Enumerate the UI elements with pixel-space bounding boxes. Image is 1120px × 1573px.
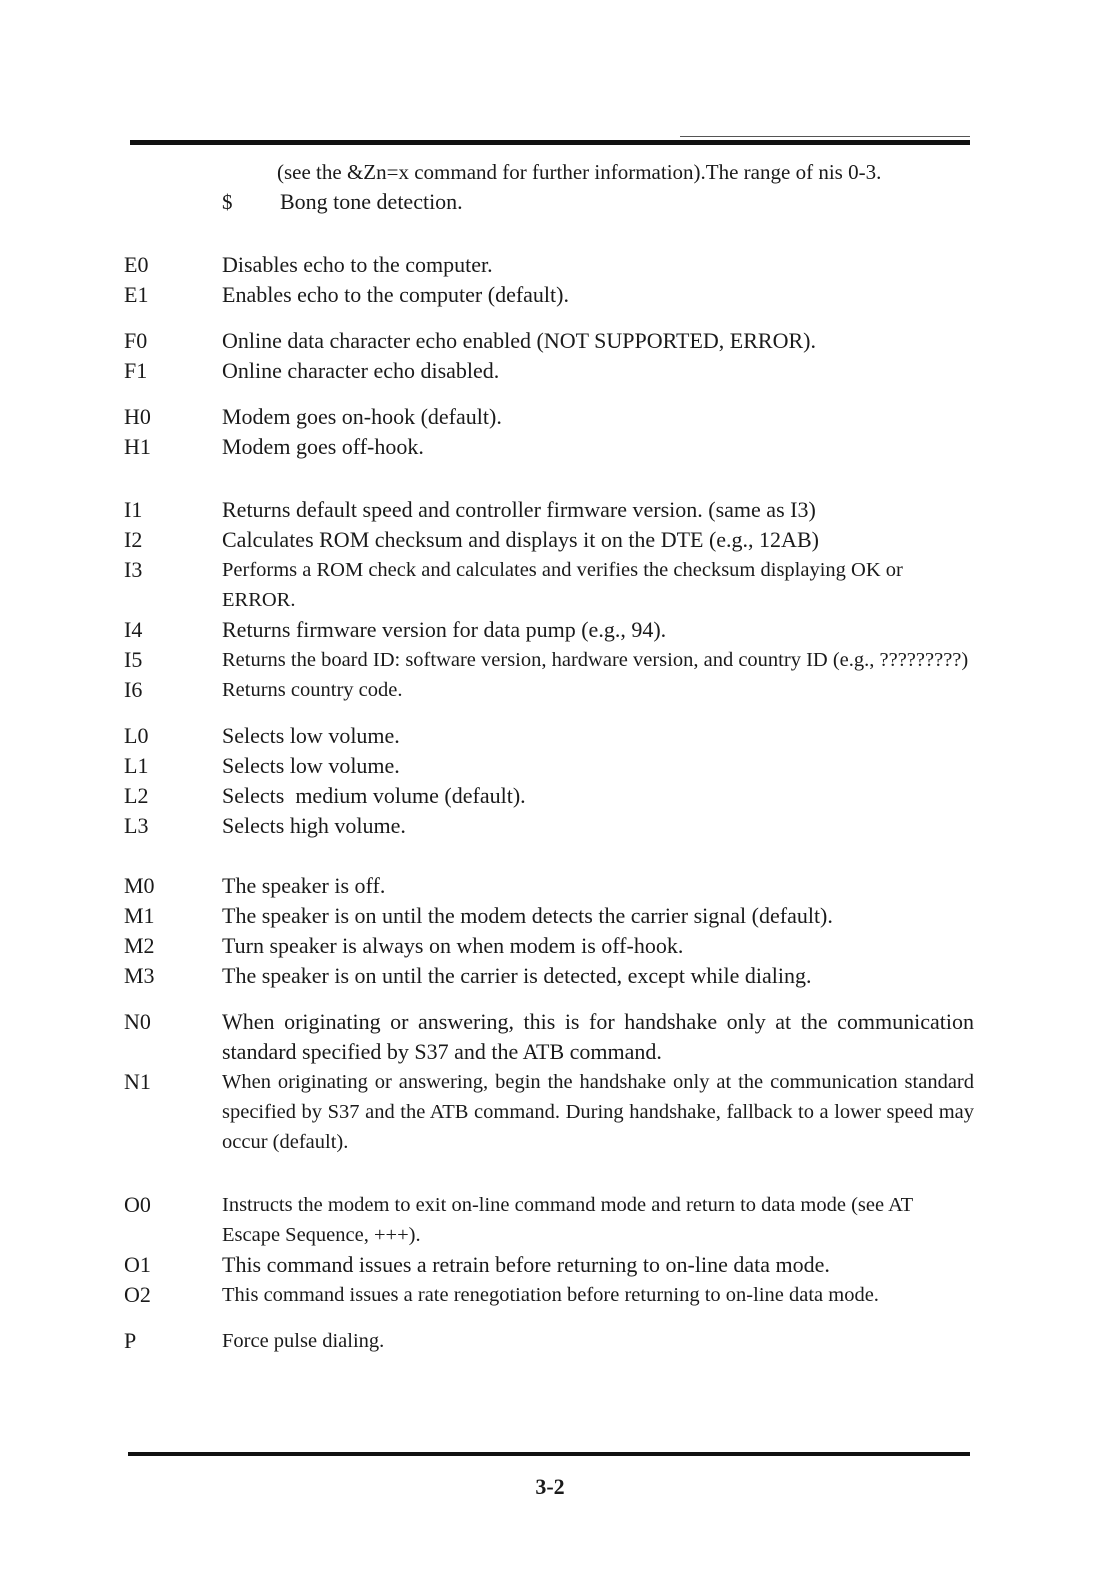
continuation-entry (222, 187, 974, 217)
command-code: L3 (124, 813, 149, 838)
command-row (124, 402, 974, 432)
command-desc: Returns country code. (222, 679, 403, 701)
command-row (124, 250, 974, 280)
command-desc: Selects high volume. (222, 813, 406, 838)
command-desc: When originating or answering, begin the handshake only at the communication standard specified by S37 and the ATB command. During handshake, fallback to a lower speed may occur (default). (222, 1071, 974, 1153)
command-row (124, 525, 974, 555)
command-desc: The speaker is on until the carrier is detected, except while dialing. (222, 963, 812, 988)
continuation-block (222, 157, 974, 217)
group-f (124, 326, 974, 386)
command-desc: Modem goes off-hook. (222, 434, 424, 459)
command-row (124, 555, 974, 615)
command-code: O0 (124, 1192, 151, 1217)
command-code: I4 (124, 617, 143, 642)
command-desc: When originating or answering, this is for handshake only at the communication standard specified by S37 and the ATB command. (222, 1009, 974, 1064)
group-e (124, 250, 974, 310)
command-code: N1 (124, 1069, 151, 1094)
command-row (124, 931, 974, 961)
command-row (124, 495, 974, 525)
header-rule (130, 140, 970, 145)
command-row (124, 1326, 974, 1356)
command-code: L0 (124, 723, 149, 748)
command-row (124, 1067, 974, 1157)
group-o (124, 1190, 974, 1310)
command-desc: This command issues a retrain before returning to on-line data mode. (222, 1252, 830, 1277)
command-row (124, 961, 974, 991)
command-desc: Modem goes on-hook (default). (222, 404, 502, 429)
command-code: M3 (124, 963, 155, 988)
group-p (124, 1326, 974, 1356)
command-row (124, 871, 974, 901)
command-row (124, 432, 974, 462)
command-desc: Returns the board ID: software version, hardware version, and country ID (e.g., ?????????) (222, 649, 969, 671)
command-desc: Selects low volume. (222, 723, 400, 748)
command-desc: Enables echo to the computer (default). (222, 282, 569, 307)
continuation-line: (see the &Zn=x command for further information).The range of nis 0-3. (277, 160, 882, 184)
command-code: I6 (124, 677, 143, 702)
command-code: H0 (124, 404, 151, 429)
command-row (124, 1250, 974, 1280)
command-code: O2 (124, 1282, 151, 1307)
command-desc: Instructs the modem to exit on-line command mode and return to data mode (see AT Escape Sequence, +++). (222, 1194, 913, 1246)
command-desc: Performs a ROM check and calculates and verifies the checksum displaying OK or ERROR. (222, 559, 903, 611)
command-code: P (124, 1328, 137, 1353)
group-l (124, 721, 974, 841)
command-code: M0 (124, 873, 155, 898)
command-list (124, 155, 974, 1356)
command-code: N0 (124, 1009, 151, 1034)
command-row (124, 615, 974, 645)
command-row (124, 781, 974, 811)
command-row (124, 675, 974, 705)
group-m (124, 871, 974, 991)
footer-rule (128, 1452, 970, 1456)
command-code: I1 (124, 497, 143, 522)
command-desc: Returns default speed and controller firmware version. (same as I3) (222, 497, 816, 522)
command-code: I2 (124, 527, 143, 552)
command-row (124, 645, 974, 675)
command-row (124, 1280, 974, 1310)
command-code: O1 (124, 1252, 151, 1277)
header-rule-thin (680, 136, 970, 137)
command-code: L1 (124, 753, 149, 778)
command-desc: Returns firmware version for data pump (e.g., 94). (222, 617, 667, 642)
command-row (124, 901, 974, 931)
command-desc: The speaker is off. (222, 873, 386, 898)
group-h (124, 402, 974, 462)
command-code: E0 (124, 252, 149, 277)
command-code: F0 (124, 328, 148, 353)
command-desc: This command issues a rate renegotiation before returning to on-line data mode. (222, 1284, 879, 1306)
command-code: H1 (124, 434, 151, 459)
command-desc: The speaker is on until the modem detects the carrier signal (default). (222, 903, 833, 928)
continuation-desc: Bong tone detection. (280, 189, 463, 214)
command-code: E1 (124, 282, 149, 307)
group-n (124, 1007, 974, 1157)
group-i (124, 495, 974, 705)
command-row (124, 1190, 974, 1250)
command-row (124, 751, 974, 781)
command-code: F1 (124, 358, 148, 383)
command-code: M2 (124, 933, 155, 958)
command-row (124, 326, 974, 356)
command-desc: Selects medium volume (default). (222, 783, 526, 808)
command-desc: Disables echo to the computer. (222, 252, 493, 277)
command-code: I5 (124, 647, 143, 672)
continuation-symbol: $ (222, 190, 233, 214)
command-desc: Turn speaker is always on when modem is off-hook. (222, 933, 684, 958)
command-row (124, 811, 974, 841)
page-number: 3-2 (535, 1474, 565, 1499)
command-row (124, 356, 974, 386)
command-desc: Calculates ROM checksum and displays it on the DTE (e.g., 12AB) (222, 527, 819, 552)
command-desc: Selects low volume. (222, 753, 400, 778)
command-row (124, 280, 974, 310)
command-code: I3 (124, 557, 143, 582)
command-desc: Force pulse dialing. (222, 1330, 385, 1352)
command-row (124, 1007, 974, 1067)
command-desc: Online character echo disabled. (222, 358, 500, 383)
command-row (124, 721, 974, 751)
command-code: M1 (124, 903, 155, 928)
command-desc: Online data character echo enabled (NOT SUPPORTED, ERROR). (222, 328, 816, 353)
command-code: L2 (124, 783, 149, 808)
